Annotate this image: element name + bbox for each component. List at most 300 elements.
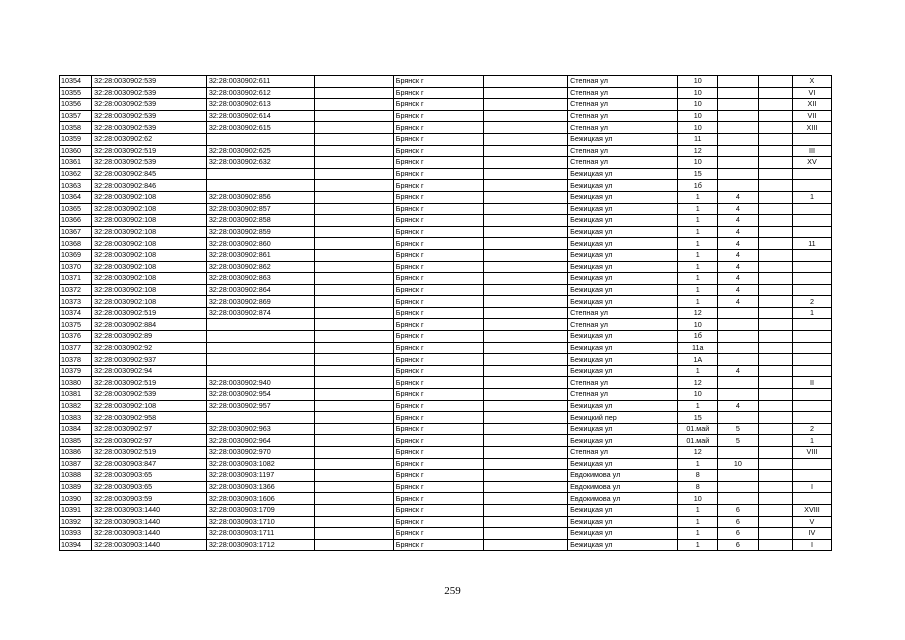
object-number-cell: 32:28:0030902:858	[206, 215, 314, 227]
table-row	[60, 412, 832, 424]
table-row	[60, 400, 832, 412]
blank-cell-cell	[758, 319, 792, 331]
city-name-cell: Брянск г	[393, 296, 484, 308]
row-number-cell: 10363	[60, 180, 92, 192]
object-number-cell	[206, 180, 314, 192]
row-number-cell: 10379	[60, 365, 92, 377]
blank-cell-cell	[484, 389, 568, 401]
table-row	[60, 110, 832, 122]
blank-cell-cell	[758, 539, 792, 551]
blank-cell-cell	[758, 389, 792, 401]
house-number-cell: 1	[678, 516, 718, 528]
blank-cell-cell	[314, 539, 393, 551]
blank-cell-cell	[484, 168, 568, 180]
parcel-number-cell: 32:28:0030902:108	[92, 215, 207, 227]
row-number-cell: 10364	[60, 191, 92, 203]
building-number-cell	[718, 87, 758, 99]
house-number-cell: 01.май	[678, 435, 718, 447]
city-name-cell: Брянск г	[393, 168, 484, 180]
blank-cell-cell	[314, 296, 393, 308]
table-row	[60, 458, 832, 470]
row-number-cell: 10394	[60, 539, 92, 551]
table-row	[60, 493, 832, 505]
table-row	[60, 423, 832, 435]
object-number-cell: 32:28:0030902:860	[206, 238, 314, 250]
parcel-number-cell: 32:28:0030902:846	[92, 180, 207, 192]
blank-cell-cell	[484, 238, 568, 250]
street-name-cell: Бежицкая ул	[568, 528, 678, 540]
blank-cell-cell	[484, 493, 568, 505]
object-number-cell: 32:28:0030902:874	[206, 307, 314, 319]
building-number-cell	[718, 342, 758, 354]
street-name-cell: Степная ул	[568, 76, 678, 88]
apartment-number-cell: VII	[792, 110, 831, 122]
blank-cell-cell	[314, 493, 393, 505]
table-row	[60, 203, 832, 215]
apartment-number-cell	[792, 261, 831, 273]
blank-cell-cell	[484, 423, 568, 435]
table-row	[60, 296, 832, 308]
row-number-cell: 10369	[60, 249, 92, 261]
row-number-cell: 10383	[60, 412, 92, 424]
blank-cell-cell	[758, 307, 792, 319]
street-name-cell: Бежицкая ул	[568, 458, 678, 470]
table-row	[60, 99, 832, 111]
table-row	[60, 122, 832, 134]
object-number-cell: 32:28:0030902:856	[206, 191, 314, 203]
blank-cell-cell	[314, 180, 393, 192]
house-number-cell: 10	[678, 110, 718, 122]
blank-cell-cell	[758, 412, 792, 424]
blank-cell-cell	[758, 481, 792, 493]
table-row	[60, 504, 832, 516]
city-name-cell: Брянск г	[393, 261, 484, 273]
street-name-cell: Бежицкий пер	[568, 412, 678, 424]
house-number-cell: 1	[678, 365, 718, 377]
building-number-cell	[718, 122, 758, 134]
table-row	[60, 354, 832, 366]
parcel-number-cell: 32:28:0030903:65	[92, 470, 207, 482]
parcel-number-cell: 32:28:0030902:539	[92, 122, 207, 134]
row-number-cell: 10375	[60, 319, 92, 331]
parcel-number-cell: 32:28:0030902:97	[92, 435, 207, 447]
row-number-cell: 10377	[60, 342, 92, 354]
apartment-number-cell: III	[792, 145, 831, 157]
blank-cell-cell	[314, 412, 393, 424]
blank-cell-cell	[758, 226, 792, 238]
blank-cell-cell	[484, 191, 568, 203]
object-number-cell	[206, 168, 314, 180]
table-row	[60, 528, 832, 540]
house-number-cell: 1б	[678, 180, 718, 192]
street-name-cell: Степная ул	[568, 377, 678, 389]
blank-cell-cell	[484, 354, 568, 366]
row-number-cell: 10357	[60, 110, 92, 122]
building-number-cell	[718, 470, 758, 482]
blank-cell-cell	[314, 238, 393, 250]
city-name-cell: Брянск г	[393, 493, 484, 505]
object-number-cell: 32:28:0030902:632	[206, 157, 314, 169]
house-number-cell: 10	[678, 389, 718, 401]
row-number-cell: 10371	[60, 273, 92, 285]
table-row	[60, 516, 832, 528]
object-number-cell	[206, 133, 314, 145]
table-row	[60, 238, 832, 250]
parcel-number-cell: 32:28:0030903:1440	[92, 516, 207, 528]
street-name-cell: Бежицкая ул	[568, 400, 678, 412]
building-number-cell: 6	[718, 504, 758, 516]
building-number-cell	[718, 447, 758, 459]
street-name-cell: Степная ул	[568, 99, 678, 111]
apartment-number-cell: V	[792, 516, 831, 528]
object-number-cell: 32:28:0030902:614	[206, 110, 314, 122]
street-name-cell: Степная ул	[568, 110, 678, 122]
blank-cell-cell	[314, 226, 393, 238]
apartment-number-cell	[792, 493, 831, 505]
table-row	[60, 87, 832, 99]
building-number-cell	[718, 133, 758, 145]
apartment-number-cell	[792, 331, 831, 343]
apartment-number-cell	[792, 133, 831, 145]
parcel-number-cell: 32:28:0030902:539	[92, 157, 207, 169]
blank-cell-cell	[484, 180, 568, 192]
apartment-number-cell	[792, 319, 831, 331]
house-number-cell: 12	[678, 307, 718, 319]
blank-cell-cell	[314, 157, 393, 169]
building-number-cell	[718, 110, 758, 122]
city-name-cell: Брянск г	[393, 435, 484, 447]
row-number-cell: 10392	[60, 516, 92, 528]
object-number-cell: 32:28:0030902:863	[206, 273, 314, 285]
street-name-cell: Бежицкая ул	[568, 238, 678, 250]
city-name-cell: Брянск г	[393, 528, 484, 540]
blank-cell-cell	[758, 157, 792, 169]
parcel-number-cell: 32:28:0030902:108	[92, 296, 207, 308]
object-number-cell: 32:28:0030902:625	[206, 145, 314, 157]
blank-cell-cell	[484, 133, 568, 145]
blank-cell-cell	[758, 354, 792, 366]
city-name-cell: Брянск г	[393, 238, 484, 250]
apartment-number-cell	[792, 180, 831, 192]
apartment-number-cell	[792, 412, 831, 424]
city-name-cell: Брянск г	[393, 319, 484, 331]
row-number-cell: 10367	[60, 226, 92, 238]
object-number-cell: 32:28:0030902:862	[206, 261, 314, 273]
object-number-cell: 32:28:0030902:954	[206, 389, 314, 401]
city-name-cell: Брянск г	[393, 273, 484, 285]
apartment-number-cell: XV	[792, 157, 831, 169]
blank-cell-cell	[484, 516, 568, 528]
table-row	[60, 470, 832, 482]
street-name-cell: Степная ул	[568, 319, 678, 331]
blank-cell-cell	[758, 365, 792, 377]
parcel-number-cell: 32:28:0030902:884	[92, 319, 207, 331]
parcel-number-cell: 32:28:0030902:108	[92, 226, 207, 238]
table-row	[60, 145, 832, 157]
building-number-cell	[718, 180, 758, 192]
object-number-cell: 32:28:0030902:613	[206, 99, 314, 111]
blank-cell-cell	[484, 110, 568, 122]
table-row	[60, 249, 832, 261]
parcel-number-cell: 32:28:0030902:539	[92, 76, 207, 88]
blank-cell-cell	[758, 516, 792, 528]
blank-cell-cell	[484, 481, 568, 493]
building-number-cell: 4	[718, 400, 758, 412]
table-row	[60, 377, 832, 389]
apartment-number-cell: 1	[792, 307, 831, 319]
blank-cell-cell	[484, 215, 568, 227]
house-number-cell: 10	[678, 99, 718, 111]
object-number-cell: 32:28:0030902:963	[206, 423, 314, 435]
blank-cell-cell	[758, 145, 792, 157]
apartment-number-cell	[792, 203, 831, 215]
row-number-cell: 10355	[60, 87, 92, 99]
street-name-cell: Бежицкая ул	[568, 516, 678, 528]
object-number-cell: 32:28:0030903:1711	[206, 528, 314, 540]
object-number-cell: 32:28:0030903:1197	[206, 470, 314, 482]
blank-cell-cell	[314, 87, 393, 99]
blank-cell-cell	[484, 284, 568, 296]
blank-cell-cell	[758, 99, 792, 111]
building-number-cell	[718, 157, 758, 169]
parcel-number-cell: 32:28:0030902:108	[92, 284, 207, 296]
object-number-cell: 32:28:0030903:1712	[206, 539, 314, 551]
blank-cell-cell	[484, 87, 568, 99]
building-number-cell: 4	[718, 365, 758, 377]
blank-cell-cell	[758, 435, 792, 447]
apartment-number-cell: XIII	[792, 122, 831, 134]
house-number-cell: 1	[678, 504, 718, 516]
street-name-cell: Бежицкая ул	[568, 215, 678, 227]
apartment-number-cell	[792, 226, 831, 238]
house-number-cell: 10	[678, 76, 718, 88]
blank-cell-cell	[484, 296, 568, 308]
street-name-cell: Бежицкая ул	[568, 354, 678, 366]
blank-cell-cell	[484, 504, 568, 516]
row-number-cell: 10374	[60, 307, 92, 319]
house-number-cell: 1	[678, 284, 718, 296]
city-name-cell: Брянск г	[393, 423, 484, 435]
city-name-cell: Брянск г	[393, 145, 484, 157]
blank-cell-cell	[484, 99, 568, 111]
parcel-number-cell: 32:28:0030902:108	[92, 238, 207, 250]
city-name-cell: Брянск г	[393, 133, 484, 145]
house-number-cell: 1б	[678, 331, 718, 343]
blank-cell-cell	[758, 284, 792, 296]
city-name-cell: Брянск г	[393, 99, 484, 111]
parcel-number-cell: 32:28:0030902:539	[92, 87, 207, 99]
blank-cell-cell	[758, 493, 792, 505]
house-number-cell: 11а	[678, 342, 718, 354]
blank-cell-cell	[758, 87, 792, 99]
object-number-cell: 32:28:0030902:861	[206, 249, 314, 261]
building-number-cell	[718, 493, 758, 505]
object-number-cell: 32:28:0030902:611	[206, 76, 314, 88]
row-number-cell: 10381	[60, 389, 92, 401]
table-row	[60, 284, 832, 296]
city-name-cell: Брянск г	[393, 516, 484, 528]
parcel-number-cell: 32:28:0030902:519	[92, 307, 207, 319]
blank-cell-cell	[314, 168, 393, 180]
object-number-cell	[206, 331, 314, 343]
object-number-cell	[206, 354, 314, 366]
house-number-cell: 10	[678, 319, 718, 331]
parcel-number-cell: 32:28:0030903:59	[92, 493, 207, 505]
building-number-cell	[718, 481, 758, 493]
parcel-number-cell: 32:28:0030902:108	[92, 261, 207, 273]
street-name-cell: Бежицкая ул	[568, 331, 678, 343]
apartment-number-cell	[792, 273, 831, 285]
object-number-cell: 32:28:0030902:615	[206, 122, 314, 134]
blank-cell-cell	[484, 319, 568, 331]
parcel-number-cell: 32:28:0030902:519	[92, 377, 207, 389]
street-name-cell: Евдокимова ул	[568, 470, 678, 482]
table-row	[60, 191, 832, 203]
street-name-cell: Евдокимова ул	[568, 493, 678, 505]
blank-cell-cell	[758, 133, 792, 145]
street-name-cell: Бежицкая ул	[568, 342, 678, 354]
blank-cell-cell	[314, 261, 393, 273]
blank-cell-cell	[314, 435, 393, 447]
house-number-cell: 1	[678, 238, 718, 250]
building-number-cell	[718, 76, 758, 88]
parcel-number-cell: 32:28:0030903:65	[92, 481, 207, 493]
blank-cell-cell	[314, 342, 393, 354]
table-row	[60, 215, 832, 227]
object-number-cell: 32:28:0030903:1366	[206, 481, 314, 493]
building-number-cell: 4	[718, 273, 758, 285]
street-name-cell: Бежицкая ул	[568, 168, 678, 180]
city-name-cell: Брянск г	[393, 447, 484, 459]
street-name-cell: Бежицкая ул	[568, 365, 678, 377]
house-number-cell: 01.май	[678, 423, 718, 435]
blank-cell-cell	[484, 528, 568, 540]
blank-cell-cell	[484, 470, 568, 482]
blank-cell-cell	[758, 296, 792, 308]
building-number-cell	[718, 99, 758, 111]
building-number-cell: 4	[718, 203, 758, 215]
table-row	[60, 76, 832, 88]
table-row	[60, 307, 832, 319]
parcel-number-cell: 32:28:0030902:97	[92, 423, 207, 435]
table-row	[60, 365, 832, 377]
street-name-cell: Бежицкая ул	[568, 296, 678, 308]
street-name-cell: Бежицкая ул	[568, 226, 678, 238]
house-number-cell: 10	[678, 122, 718, 134]
parcel-number-cell: 32:28:0030903:1440	[92, 539, 207, 551]
table-row	[60, 435, 832, 447]
parcel-number-cell: 32:28:0030902:845	[92, 168, 207, 180]
blank-cell-cell	[758, 191, 792, 203]
house-number-cell: 1	[678, 528, 718, 540]
object-number-cell: 32:28:0030902:970	[206, 447, 314, 459]
building-number-cell	[718, 145, 758, 157]
table-row	[60, 273, 832, 285]
row-number-cell: 10388	[60, 470, 92, 482]
house-number-cell: 1	[678, 261, 718, 273]
blank-cell-cell	[758, 261, 792, 273]
blank-cell-cell	[314, 273, 393, 285]
table-row	[60, 389, 832, 401]
blank-cell-cell	[314, 354, 393, 366]
building-number-cell: 6	[718, 516, 758, 528]
city-name-cell: Брянск г	[393, 481, 484, 493]
street-name-cell: Бежицкая ул	[568, 504, 678, 516]
building-number-cell: 4	[718, 238, 758, 250]
apartment-number-cell: IV	[792, 528, 831, 540]
row-number-cell: 10361	[60, 157, 92, 169]
blank-cell-cell	[484, 458, 568, 470]
object-number-cell	[206, 319, 314, 331]
blank-cell-cell	[314, 203, 393, 215]
parcel-number-cell: 32:28:0030902:108	[92, 400, 207, 412]
city-name-cell: Брянск г	[393, 191, 484, 203]
blank-cell-cell	[484, 145, 568, 157]
blank-cell-cell	[758, 122, 792, 134]
table-row	[60, 261, 832, 273]
building-number-cell: 5	[718, 435, 758, 447]
house-number-cell: 12	[678, 447, 718, 459]
blank-cell-cell	[314, 504, 393, 516]
blank-cell-cell	[484, 76, 568, 88]
table-row	[60, 331, 832, 343]
blank-cell-cell	[314, 145, 393, 157]
blank-cell-cell	[314, 122, 393, 134]
apartment-number-cell	[792, 215, 831, 227]
blank-cell-cell	[758, 110, 792, 122]
blank-cell-cell	[314, 76, 393, 88]
blank-cell-cell	[484, 122, 568, 134]
city-name-cell: Брянск г	[393, 342, 484, 354]
row-number-cell: 10386	[60, 447, 92, 459]
object-number-cell: 32:28:0030902:964	[206, 435, 314, 447]
object-number-cell: 32:28:0030902:859	[206, 226, 314, 238]
table-row	[60, 226, 832, 238]
row-number-cell: 10376	[60, 331, 92, 343]
parcel-number-cell: 32:28:0030903:1440	[92, 504, 207, 516]
parcel-number-cell: 32:28:0030902:519	[92, 447, 207, 459]
building-number-cell: 4	[718, 249, 758, 261]
blank-cell-cell	[484, 400, 568, 412]
row-number-cell: 10380	[60, 377, 92, 389]
object-number-cell: 32:28:0030903:1709	[206, 504, 314, 516]
building-number-cell: 4	[718, 215, 758, 227]
house-number-cell: 8	[678, 481, 718, 493]
house-number-cell: 1	[678, 191, 718, 203]
street-name-cell: Бежицкая ул	[568, 284, 678, 296]
row-number-cell: 10354	[60, 76, 92, 88]
object-number-cell	[206, 365, 314, 377]
object-number-cell: 32:28:0030902:857	[206, 203, 314, 215]
city-name-cell: Брянск г	[393, 400, 484, 412]
street-name-cell: Бежицкая ул	[568, 203, 678, 215]
apartment-number-cell	[792, 389, 831, 401]
apartment-number-cell: I	[792, 481, 831, 493]
apartment-number-cell: I	[792, 539, 831, 551]
city-name-cell: Брянск г	[393, 87, 484, 99]
house-number-cell: 1	[678, 203, 718, 215]
city-name-cell: Брянск г	[393, 365, 484, 377]
blank-cell-cell	[484, 435, 568, 447]
blank-cell-cell	[758, 168, 792, 180]
parcel-number-cell: 32:28:0030902:94	[92, 365, 207, 377]
city-name-cell: Брянск г	[393, 249, 484, 261]
building-number-cell	[718, 319, 758, 331]
object-number-cell: 32:28:0030902:869	[206, 296, 314, 308]
object-number-cell	[206, 342, 314, 354]
blank-cell-cell	[314, 447, 393, 459]
blank-cell-cell	[314, 284, 393, 296]
